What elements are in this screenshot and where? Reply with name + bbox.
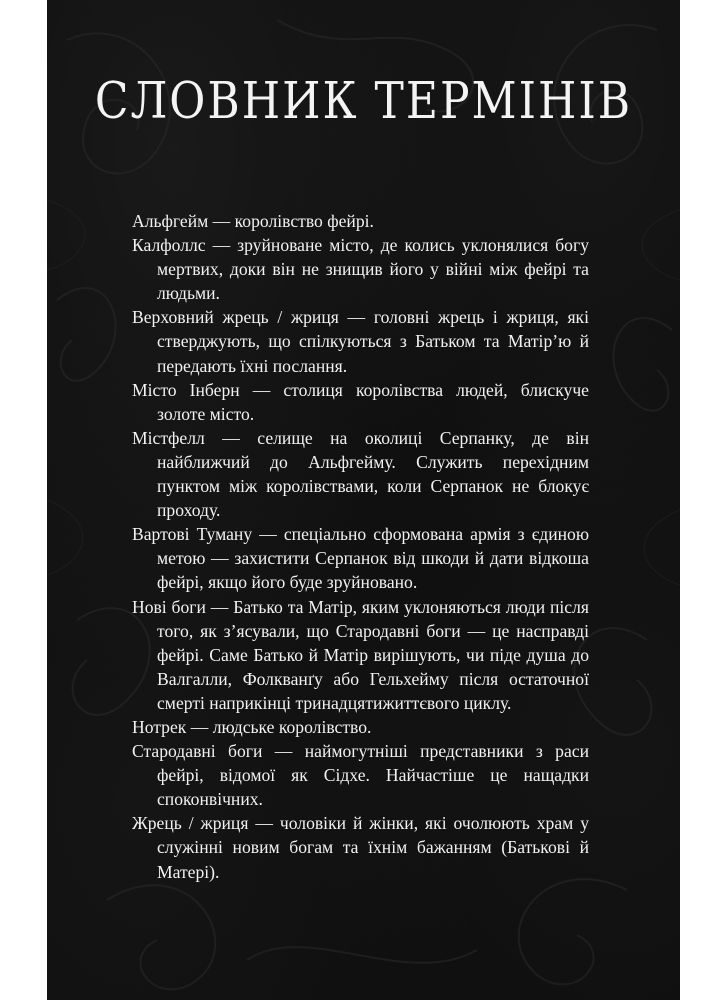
book-page — [47, 0, 680, 1000]
glossary-entry: Верховний жрець / жриця — головні жрець і жриця, які стверджують, що спілкуються з Батьком та Матір’ю й передають їхні послання. — [132, 307, 589, 376]
glossary-list — [132, 209, 589, 884]
glossary-entry: Нотрек — людське королівство. — [132, 716, 372, 737]
glossary-entry: Жрець / жриця — чоловіки й жінки, які очолюють храм у служінні новим богам та їхнім бажанням (Батькові й Матері). — [132, 813, 589, 882]
glossary-entry: Вартові Туману — спеціально сформована армія з єдиною метою — захистити Серпанок від шкоди й дати відкоша фейрі, якщо його буде зруйновано. — [132, 524, 589, 593]
glossary-entry: Місто Інберн — столиця королівства людей, блискуче золоте місто. — [132, 379, 589, 424]
glossary-entry: Калфоллс — зруйноване місто, де колись уклонялися богу мертвих, доки він не знищив його у війні між фейрі та людьми. — [132, 235, 589, 304]
page-title: СЛОВНИК ТЕРМІНІВ — [94, 72, 633, 131]
glossary-entry: Нові боги — Батько та Матір, яким уклоняються люди після того, як з’ясували, що Стародавні боги — це насправді фейрі. Саме Батько й Матір вирішують, чи піде душа до Валгалли, Фолкванґу або Гельхейму після остаточної смерті наприкінці тринадцятижиттєвого циклу. — [132, 596, 589, 713]
glossary-entry: Містфелл — селище на околиці Серпанку, де він найближчий до Альфгейму. Служить перехідним пунктом між королівствами, коли Серпанок не блокує проходу. — [132, 427, 589, 521]
glossary-entry: Стародавні боги — наймогутніші представники з раси фейрі, відомої як Сідхе. Найчастіше це нащадки споконвічних. — [132, 741, 589, 810]
glossary-entry: Альфгейм — королівство фейрі. — [132, 211, 374, 231]
